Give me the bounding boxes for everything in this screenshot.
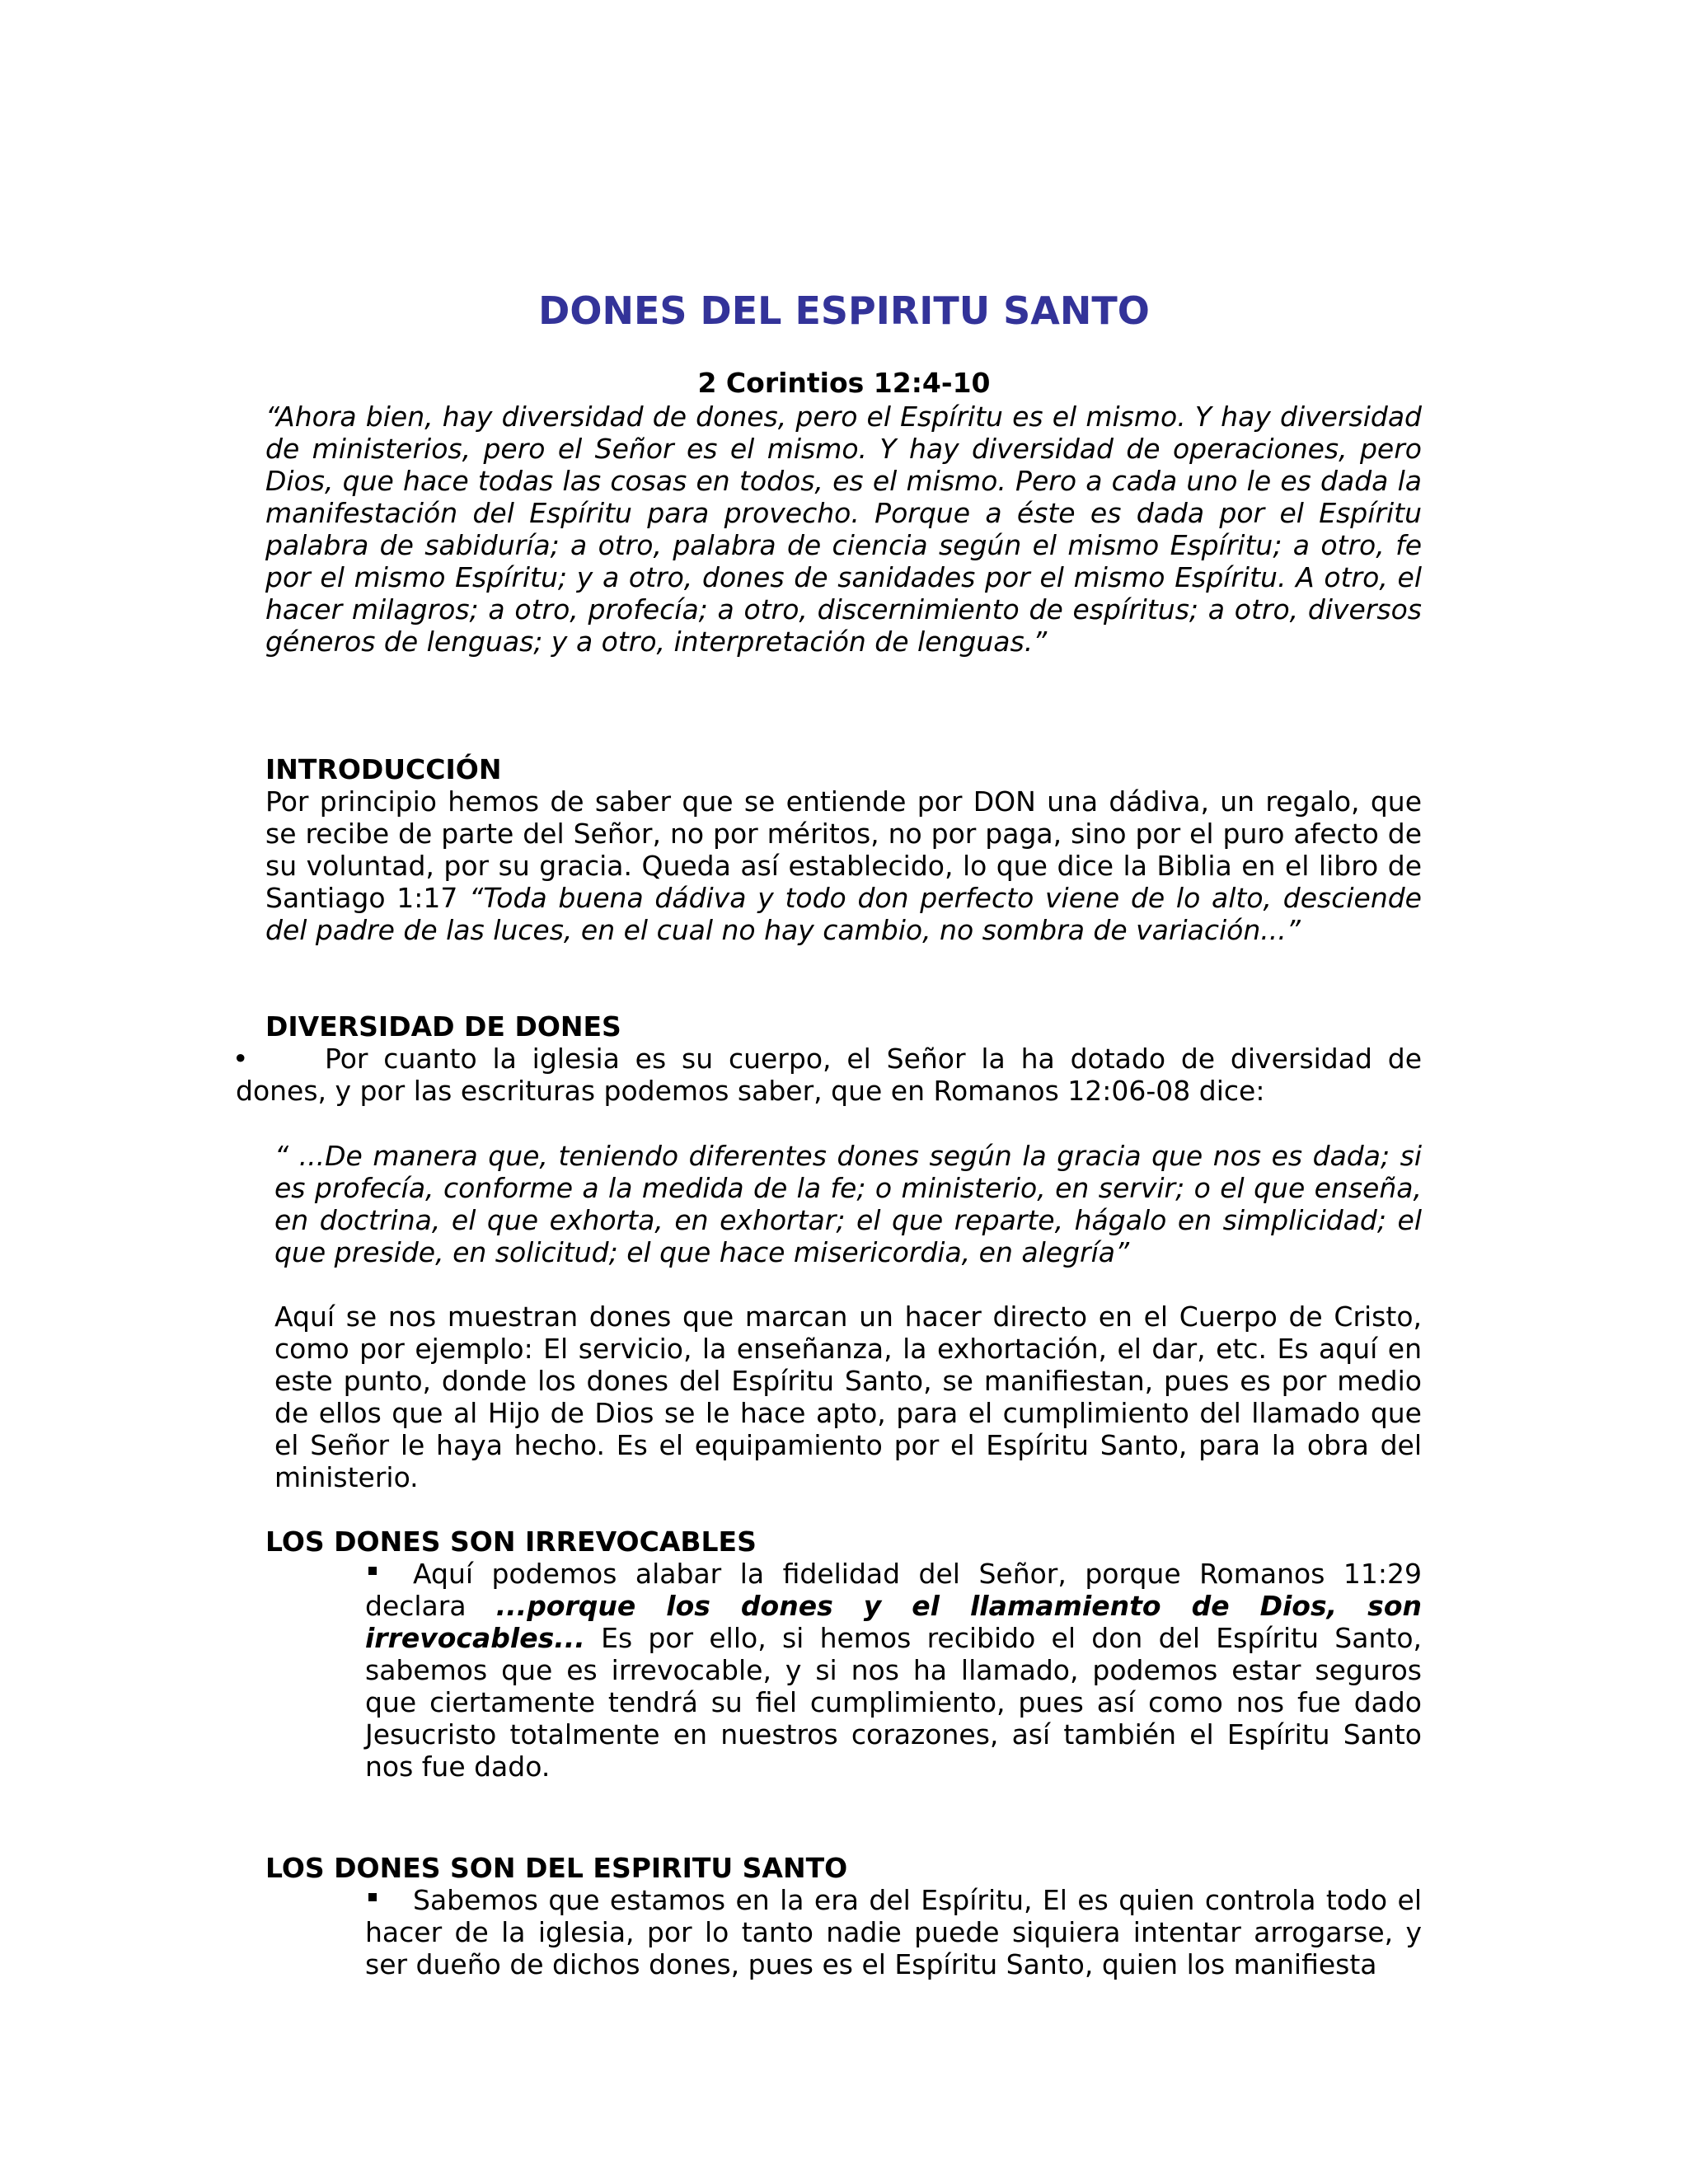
bullet-icon: • [232, 1043, 249, 1075]
intro-heading: INTRODUCCIÓN [265, 753, 502, 785]
diversidad-text: Por cuanto la iglesia es su cuerpo, el Señor la ha dotado de diversidad de dones, y por las escrituras podemos saber, que en Romanos 12:06-08 dice: [236, 1043, 1422, 1107]
irrevocables-emphasis: ...porque los dones y el llamamiento de Dios, son irrevocables... [365, 1590, 1422, 1654]
diversidad-paragraph: Aquí se nos muestran dones que marcan un hacer directo en el Cuerpo de Cristo, como por ejemplo: El servicio, la enseñanza, la exhortación, el dar, etc. Es aquí en este punto, donde los dones del Espíritu Santo, se manifiestan, pues es por medio de ellos que al Hijo de Dios se le hace apto, para el cumplimiento del llamado que el Señor le haya hecho. Es el equipamiento por el Espíritu Santo, para la obra del ministerio. [274, 1301, 1422, 1493]
square-bullet-icon [368, 1567, 377, 1575]
intro-text: Por principio hemos de saber que se entiende por DON una dádiva, un regalo, que se recibe de parte del Señor, no por méritos, no por paga, sino por el puro afecto de su voluntad, por su gracia. Queda así establecido, lo que dice la Biblia en el libro de Santiago 1:17 [265, 785, 1422, 914]
del-espiritu-heading: LOS DONES SON DEL ESPIRITU SANTO [265, 1852, 848, 1884]
irrevocables-text-start: Aquí podemos alabar la fidelidad del Señor, porque Romanos 11:29 declara [365, 1558, 1422, 1622]
scripture-quote: “Ahora bien, hay diversidad de dones, pero el Espíritu es el mismo. Y hay diversidad de ministerios, pero el Señor es el mismo. Y hay diversidad de operaciones, pero Dios, que hace todas las cosas en todos, es el mismo. Pero a cada uno le es dada la manifestación del Espíritu para provecho. Porque a éste es dada por el Espíritu palabra de sabiduría; a otro, palabra de ciencia según el mismo Espíritu; a otro, fe por el mismo Espíritu; y a otro, dones de sanidades por el mismo Espíritu. A otro, el hacer milagros; a otro, profecía; a otro, discernimiento de espíritus; a otro, diversos géneros de lenguas; y a otro, interpretación de lenguas.” [265, 401, 1422, 658]
del-espiritu-text: Sabemos que estamos en la era del Espíritu, El es quien controla todo el hacer de la iglesia, por lo tanto nadie puede siquiera intentar arrogarse, y ser dueño de dichos dones, pues es el Espíritu Santo, quien los manifiesta [365, 1884, 1422, 1980]
intro-quote: “Toda buena dádiva y todo don perfecto viene de lo alto, desciende del padre de las luces, en el cual no hay cambio, no sombra de variación...” [265, 882, 1422, 946]
page-title: DONES DEL ESPIRITU SANTO [538, 288, 1150, 333]
square-bullet-icon [368, 1893, 377, 1901]
intro-paragraph [265, 785, 1422, 946]
diversidad-heading: DIVERSIDAD DE DONES [265, 1010, 621, 1043]
irrevocables-heading: LOS DONES SON IRREVOCABLES [265, 1526, 757, 1558]
irrevocables-paragraph [365, 1558, 1422, 1783]
irrevocables-text-end: Es por ello, si hemos recibido el don del Espíritu Santo, sabemos que es irrevocable, y si nos ha llamado, podemos estar seguros que ciertamente tendrá su fiel cumplimiento, pues así como nos fue dado Jesucristo totalmente en nuestros corazones, así también el Espíritu Santo nos fue dado. [365, 1622, 1422, 1783]
del-espiritu-paragraph [365, 1884, 1422, 1980]
romanos-quote: “ ...De manera que, teniendo diferentes dones según la gracia que nos es dada; si es profecía, conforme a la medida de la fe; o ministerio, en servir; o el que enseña, en doctrina, el que exhorta, en exhortar; el que reparte, hágalo en simplicidad; el que preside, en solicitud; el que hace misericordia, en alegría” [274, 1140, 1422, 1268]
scripture-reference: 2 Corintios 12:4-10 [697, 367, 991, 399]
